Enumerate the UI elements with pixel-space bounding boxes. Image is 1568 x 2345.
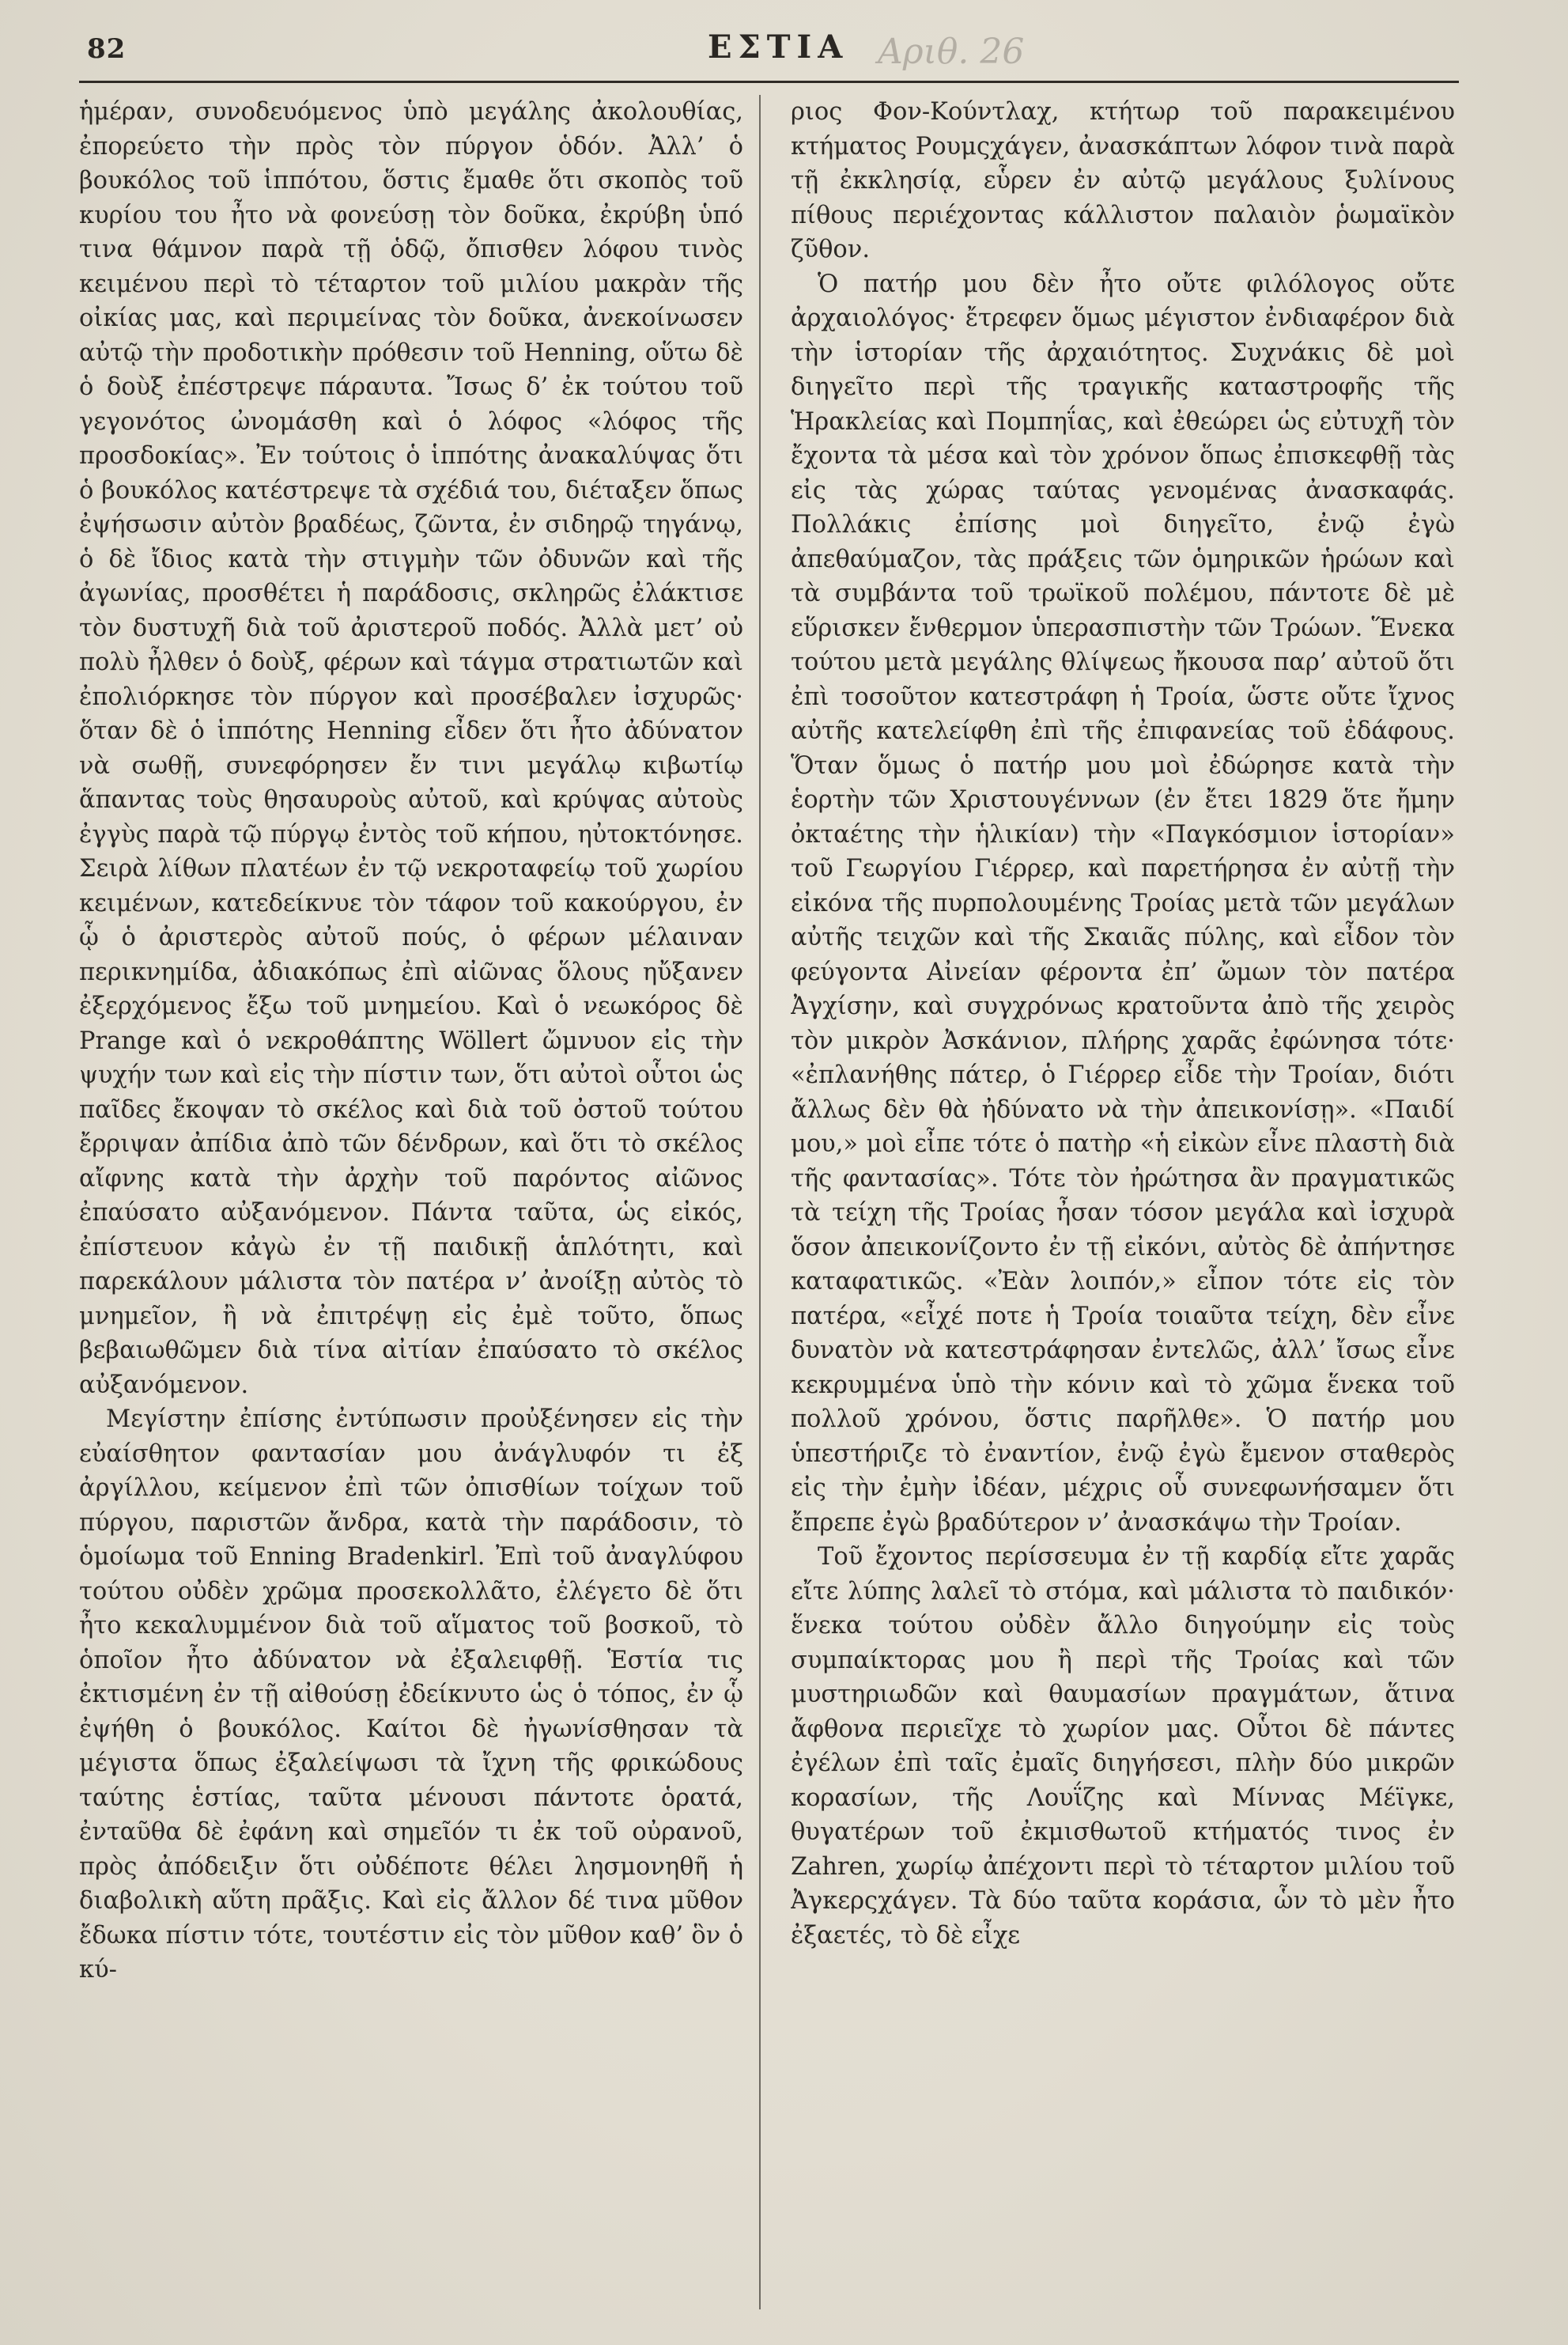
left-paragraph-1: ἡμέραν, συνοδευόμενος ὑπὸ μεγάλης ἀκολουθίας, ἐπορεύετο τὴν πρὸς τὸν πύργον ὁδόν. Ἀλλ’ ὁ βουκόλος τοῦ ἱππότου, ὅστις ἔμαθε ὅτι σκοπὸς τοῦ κυρίου του ἦτο νὰ φονεύσῃ τὸν δοῦκα, ἐκρύβη ὑπό τινα θάμνον παρὰ τῇ ὁδῷ, ὄπισθεν λόφου τινὸς κειμένου περὶ τὸ τέταρτον τοῦ μιλίου μακρὰν τῆς οἰκίας μας, καὶ περιμείνας τὸν δοῦκα, ἀνεκοίνωσεν αὐτῷ τὴν προδοτικὴν πρόθεσιν τοῦ Henning, οὕτω δὲ ὁ δοὺξ ἐπέστρεψε πάραυτα. Ἴσως δ’ ἐκ τούτου τοῦ γεγονότος ὠνομάσθη καὶ ὁ λόφος «λόφος τῆς προσδοκίας». Ἐν τούτοις ὁ ἱππότης ἀνακαλύψας ὅτι ὁ βουκόλος κατέστρεψε τὰ σχέδιά του, διέταξεν ὅπως ἐψήσωσιν αὐτὸν βραδέως, ζῶντα, ἐν σιδηρῷ τηγάνῳ, ὁ δὲ ἴδιος κατὰ τὴν στιγμὴν τῶν ὀδυνῶν καὶ τῆς ἀγωνίας, προσθέτει ἡ παράδοσις, σκληρῶς ἐλάκτισε τὸν δυστυχῆ διὰ τοῦ ἀριστεροῦ ποδός. Ἀλλὰ μετ’ οὐ πολὺ ἦλθεν ὁ δοὺξ, φέρων καὶ τάγμα στρατιωτῶν καὶ ἐπολιόρκησε τὸν πύργον καὶ προσέβαλεν ἰσχυρῶς· ὅταν δὲ ὁ ἱππότης Henning εἶδεν ὅτι ἦτο ἀδύνατον νὰ σωθῇ, συνεφόρησεν ἔν τινι μεγάλῳ κιβωτίῳ ἅπαντας τοὺς θησαυροὺς αὐτοῦ, καὶ κρύψας αὐτοὺς ἐγγὺς παρὰ τῷ πύργῳ ἐντὸς τοῦ κήπου, ηὐτοκτόνησε. Σειρὰ λίθων πλατέων ἐν τῷ νεκροταφείῳ τοῦ χωρίου κειμένων, κατεδείκνυε τὸν τάφον τοῦ κακούργου, ἐν ᾧ ὁ ἀριστερὸς αὐτοῦ πούς, ὁ φέρων μέλαιναν περικνημίδα, ἀδιακόπως ἐπὶ αἰῶνας ὅλους ηὔξανεν ἐξερχόμενος ἔξω τοῦ μνημείου. Καὶ ὁ νεωκόρος δὲ Prange καὶ ὁ νεκροθάπτης Wöllert ὤμνυον εἰς τὴν ψυχήν των καὶ εἰς τὴν πίστιν των, ὅτι αὐτοὶ οὗτοι ὡς παῖδες ἔκοψαν τὸ σκέλος καὶ διὰ τοῦ ὀστοῦ τούτου ἔρριψαν ἀπίδια ἀπὸ τῶν δένδρων, καὶ ὅτι τὸ σκέλος αἴφνης κατὰ τὴν ἀρχὴν τοῦ παρόντος αἰῶνος ἐπαύσατο αὐξανόμενον. Πάντα ταῦτα, ὡς εἰκός, ἐπίστευον κἀγὼ ἐν τῇ παιδικῇ ἁπλότητι, καὶ παρεκάλουν μάλιστα τὸν πατέρα ν’ ἀνοίξῃ αὐτὸς τὸ μνημεῖον, ἢ νὰ ἐπιτρέψῃ εἰς ἐμὲ τοῦτο, ὅπως βεβαιωθῶμεν διὰ τίνα αἰτίαν ἐπαύσατο τὸ σκέλος αὐξανόμενον. [79, 98, 743, 1399]
right-column [791, 95, 1455, 2317]
left-paragraph-2: Μεγίστην ἐπίσης ἐντύπωσιν προὐξένησεν εἰς τὴν εὐαίσθητον φαντασίαν μου ἀνάγλυφόν τι ἐξ ἀργίλλου, κείμενον ἐπὶ τῶν ὀπισθίων τοίχων τοῦ πύργου, παριστῶν ἄνδρα, κατὰ τὴν παράδοσιν, τὸ ὁμοίωμα τοῦ Enning Bradenkirl. Ἐπὶ τοῦ ἀναγλύφου τούτου οὐδὲν χρῶμα προσεκολλᾶτο, ἐλέγετο δὲ ὅτι ἦτο κεκαλυμμένον διὰ τοῦ αἵματος τοῦ βοσκοῦ, τὸ ὁποῖον ἦτο ἀδύνατον νὰ ἐξαλειφθῇ. Ἑστία τις ἐκτισμένη ἐν τῇ αἰθούσῃ ἐδείκνυτο ὡς ὁ τόπος, ἐν ᾧ ἐψήθη ὁ βουκόλος. Καίτοι δὲ ἠγωνίσθησαν τὰ μέγιστα ὅπως ἐξαλείψωσι τὰ ἴχνη τῆς φρικώδους ταύτης ἑστίας, ταῦτα μένουσι πάντοτε ὁρατά, ἐνταῦθα δὲ ἐφάνη καὶ σημεῖόν τι ἐκ τοῦ οὐρανοῦ, πρὸς ἀπόδειξιν ὅτι οὐδέποτε θέλει λησμονηθῆ ἡ διαβολικὴ αὕτη πρᾶξις. Καὶ εἰς ἄλλον δέ τινα μῦθον ἔδωκα πίστιν τότε, τουτέστιν εἰς τὸν μῦθον καθ’ ὃν ὁ κύ- [79, 1405, 743, 1984]
right-paragraph-1: ριος Φον-Κούντλαχ, κτήτωρ τοῦ παρακειμένου κτήματος Ρουμςχάγεν, ἀνασκάπτων λόφον τινὰ παρὰ τῇ ἐκκλησίᾳ, εὗρεν ἐν αὐτῷ μεγάλους ξυλίνους πίθους περιέχοντας κάλλιστον παλαιὸν ῥωμαϊκὸν ζῦθον. [791, 98, 1455, 263]
right-paragraph-3: Τοῦ ἔχοντος περίσσευμα ἐν τῇ καρδίᾳ εἴτε χαρᾶς εἴτε λύπης λαλεῖ τὸ στόμα, καὶ μάλιστα τὸ παιδικόν· ἕνεκα τούτου οὐδὲν ἄλλο διηγούμην εἰς τοὺς συμπαίκτορας μου ἢ περὶ τῆς Τροίας καὶ τῶν μυστηριωδῶν καὶ θαυμασίων πραγμάτων, ἅτινα ἄφθονα περιεῖχε τὸ χωρίον μας. Οὗτοι δὲ πάντες ἐγέλων ἐπὶ ταῖς ἐμαῖς διηγήσεσι, πλὴν δύο μικρῶν κορασίων, τῆς Λουΐζης καὶ Μίννας Μέϊγκε, θυγατέρων τοῦ ἐκμισθωτοῦ κτήματός τινος ἐν Zahren, χωρίῳ ἀπέχοντι περὶ τὸ τέταρτον μιλίου τοῦ Ἀγκερςχάγεν. Τὰ δύο ταῦτα κοράσια, ὧν τὸ μὲν ἦτο ἐξαετές, τὸ δὲ εἶχε [791, 1543, 1455, 1950]
header-rule [79, 81, 1459, 83]
right-paragraph-2: Ὁ πατήρ μου δὲν ἦτο οὔτε φιλόλογος οὔτε ἀρχαιολόγος· ἔτρεφεν ὅμως μέγιστον ἐνδιαφέρον διὰ τὴν ἱστορίαν τῆς ἀρχαιότητος. Συχνάκις δὲ μοὶ διηγεῖτο περὶ τῆς τραγικῆς καταστροφῆς τῆς Ἡρακλείας καὶ Πομπηΐας, καὶ ἐθεώρει ὡς εὐτυχῆ τὸν ἔχοντα τὰ μέσα καὶ τὸν χρόνον ὅπως ἐπισκεφθῇ τὰς εἰς τὰς χώρας ταύτας γενομένας ἀνασκαφάς. Πολλάκις ἐπίσης μοὶ διηγεῖτο, ἐνῷ ἐγὼ ἀπεθαύμαζον, τὰς πράξεις τῶν ὁμηρικῶν ἡρώων καὶ τὰ συμβάντα τοῦ τρωϊκοῦ πολέμου, πάντοτε δὲ μὲ εὕρισκεν ἔνθερμον ὑπερασπιστὴν τῶν Τρώων. Ἕνεκα τούτου μετὰ μεγάλης θλίψεως ἤκουσα παρ’ αὐτοῦ ὅτι ἐπὶ τοσοῦτον κατεστράφη ἡ Τροία, ὥστε οὔτε ἴχνος αὐτῆς κατελείφθη ἐπὶ τῆς ἐπιφανείας τοῦ ἐδάφους. Ὅταν ὅμως ὁ πατήρ μου μοὶ ἐδώρησε κατὰ τὴν ἑορτὴν τῶν Χριστουγέννων (ἐν ἔτει 1829 ὅτε ἤμην ὀκταέτης τὴν ἡλικίαν) τὴν «Παγκόσμιον ἱστορίαν» τοῦ Γεωργίου Γιέρρερ, καὶ παρετήρησα ἐν αὐτῇ τὴν εἰκόνα τῆς πυρπολουμένης Τροίας μετὰ τῶν μεγάλων αὐτῆς τειχῶν καὶ τῆς Σκαιᾶς πύλης, καὶ εἶδον τὸν φεύγοντα Αἰνείαν φέροντα ἐπ’ ὤμων τὸν πατέρα Ἀγχίσην, καὶ συγχρόνως κρατοῦντα ἀπὸ τῆς χειρὸς τὸν μικρὸν Ἀσκάνιον, πλήρης χαρᾶς ἐφώνησα τότε· «ἐπλανήθης πάτερ, ὁ Γιέρρερ εἶδε τὴν Τροίαν, διότι ἄλλως δὲν θὰ ἠδύνατο νὰ τὴν ἀπεικονίσῃ». «Παιδί μου,» μοὶ εἶπε τότε ὁ πατὴρ «ἡ εἰκὼν εἶνε πλαστὴ διὰ τῆς φαντασίας». Τότε τὸν ἠρώτησα ἂν πραγματικῶς τὰ τείχη τῆς Τροίας ἦσαν τόσον μεγάλα καὶ ἰσχυρὰ ὅσον ἀπεικονίζοντο ἐν τῇ εἰκόνι, αὐτὸς δὲ ἀπήντησε καταφατικῶς. «Ἐὰν λοιπόν,» εἶπον τότε εἰς τὸν πατέρα, «εἶχέ ποτε ἡ Τροία τοιαῦτα τείχη, δὲν εἶνε δυνατὸν νὰ κατεστράφησαν ἐντελῶς, ἀλλ’ ἴσως εἶνε κεκρυμμένα ὑπὸ τὴν κόνιν καὶ τὸ χῶμα ἕνεκα τοῦ πολλοῦ χρόνου, ὅστις παρῆλθε». Ὁ πατήρ μου ὑπεστήριζε τὸ ἐναντίον, ἐνῷ ἐγὼ ἔμενον σταθερὸς εἰς τὴν ἐμὴν ἰδέαν, μέχρις οὗ συνεφωνήσαμεν ὅτι ἔπρεπε ἐγὼ βραδύτερον ν’ ἀνασκάψω τὴν Τροίαν. [791, 270, 1455, 1537]
running-title: ΕΣΤΙΑ [708, 28, 849, 66]
page-header [79, 22, 1459, 90]
left-column [79, 95, 743, 2317]
column-divider [759, 95, 761, 2309]
stamp-text: Αριθ. 26 [878, 32, 1025, 72]
library-stamp-icon [870, 25, 1107, 73]
page-number: 82 [87, 33, 127, 65]
